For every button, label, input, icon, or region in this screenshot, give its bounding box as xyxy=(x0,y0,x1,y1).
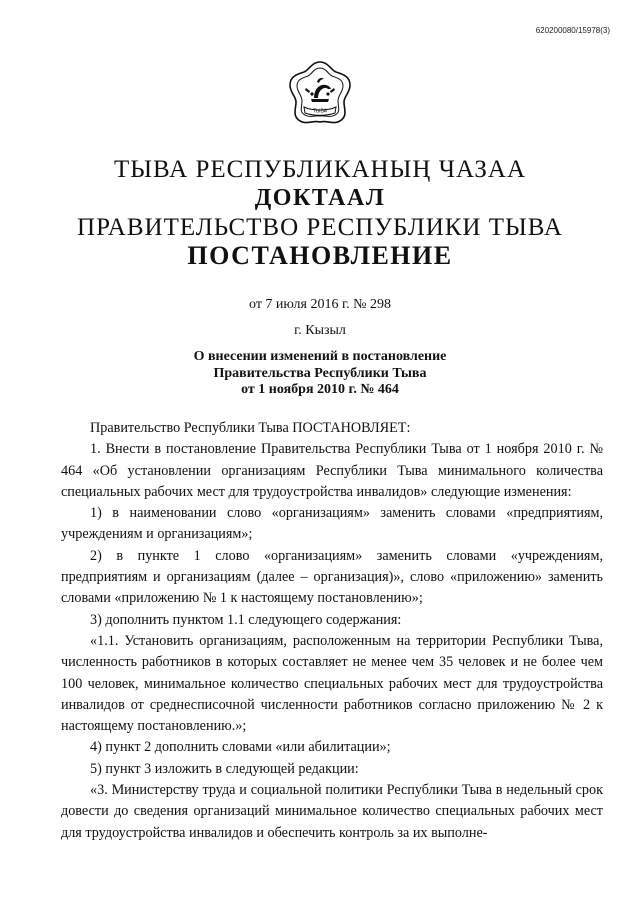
document-body xyxy=(61,418,603,844)
subject-line: Правительства Республики Тыва xyxy=(213,365,427,381)
document-subject xyxy=(0,349,640,399)
emblem-of-tuva-icon xyxy=(284,58,356,130)
document-city: г. Кызыл xyxy=(294,323,346,338)
body-paragraph: 2) в пункте 1 слово «организациям» заменить словами «учреждениям, предприятиям и организациям (далее – организация)», слово «приложению» заменить словами «приложению № 1 к настоящему постановлению»; xyxy=(61,547,603,607)
body-paragraph: «1.1. Установить организациям, расположенным на территории Республики Тыва, численность работников в которых составляет не менее чем 35 человек и не более чем 100 человек, минимальное количество специальных рабочих мест для трудоустройства инвалидов от среднесписочной численности работников согласно приложению № 2 к настоящему постановлению.»; xyxy=(61,632,603,735)
body-paragraph: 1) в наименовании слово «организациям» заменить словами «предприятиям, учреждениям и организациям»; xyxy=(61,505,603,543)
document-id: 620200080/15978(3) xyxy=(535,26,610,35)
body-paragraph: 3) дополнить пунктом 1.1 следующего содержания: xyxy=(90,611,402,628)
body-paragraph: 1. Внести в постановление Правительства Республики Тыва от 1 ноября 2010 г. № 464 «Об установлении организациям Республики Тыва минимального количества специальных рабочих мест для трудоустройства инвалидов» следующие изменения: xyxy=(61,441,603,500)
subject-line: от 1 ноября 2010 г. № 464 xyxy=(241,382,399,397)
header-tuvan-government: ТЫВА РЕСПУБЛИКАНЫҢ ЧАЗАА xyxy=(113,156,527,183)
header-russian-act-type: ПОСТАНОВЛЕНИЕ xyxy=(187,241,453,270)
document-date: от 7 июля 2016 г. № 298 xyxy=(249,297,391,312)
header-tuvan-act-type: ДОКТААЛ xyxy=(254,185,386,211)
subject-line: О внесении изменений в постановление xyxy=(193,349,447,364)
body-paragraph: 5) пункт 3 изложить в следующей редакции: xyxy=(90,760,359,777)
resolution-preamble: Правительство Республики Тыва ПОСТАНОВЛЯЕТ: xyxy=(90,420,411,436)
body-paragraph: 4) пункт 2 дополнить словами «или абилитации»; xyxy=(90,739,391,756)
body-paragraph: «3. Министерству труда и социальной политики Республики Тыва в недельный срок довести до сведения организаций минимальное количество специальных рабочих мест для трудоустройства инвалидов и обеспечить контроль за их выполне- xyxy=(61,782,603,841)
header-russian-government: ПРАВИТЕЛЬСТВО РЕСПУБЛИКИ ТЫВА xyxy=(77,214,563,241)
emblem-caption: ТЫВА xyxy=(313,108,327,115)
